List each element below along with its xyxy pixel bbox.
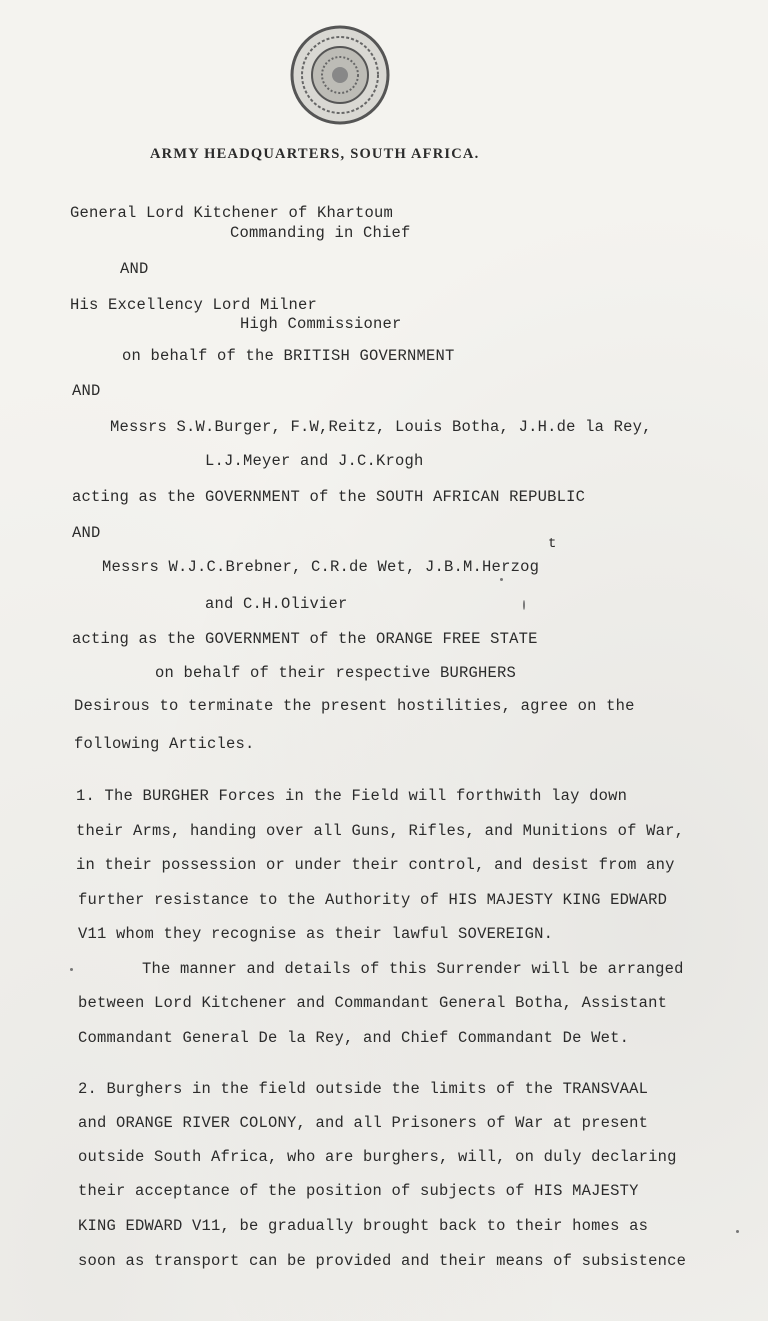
article-2-line-6: soon as transport can be provided and their means of subsistence: [78, 1252, 687, 1270]
party-2-title: High Commissioner: [240, 315, 402, 333]
article-1-line-6: The manner and details of this Surrender will be arranged: [142, 960, 684, 978]
british-gov-line: on behalf of the BRITISH GOVERNMENT: [122, 347, 455, 365]
ofs-messrs-line-2: and C.H.Olivier: [205, 595, 348, 613]
ofs-messrs-line-1: Messrs W.J.C.Brebner, C.R.de Wet, J.B.M.Herzog: [102, 558, 540, 576]
article-2-line-1: 2. Burghers in the field outside the limits of the TRANSVAAL: [78, 1080, 649, 1098]
ink-speck: [523, 600, 525, 610]
handwritten-correction: t: [548, 536, 557, 552]
sar-gov-line: acting as the GOVERNMENT of the SOUTH AFRICAN REPUBLIC: [72, 488, 586, 506]
and-1: AND: [120, 260, 149, 278]
and-2: AND: [72, 382, 101, 400]
party-1-title: Commanding in Chief: [230, 224, 411, 242]
article-1-line-1: 1. The BURGHER Forces in the Field will forthwith lay down: [76, 787, 628, 805]
article-1-line-8: Commandant General De la Rey, and Chief Commandant De Wet.: [78, 1029, 630, 1047]
ink-speck: [70, 968, 73, 971]
article-1-line-5: V11 whom they recognise as their lawful SOVEREIGN.: [78, 925, 554, 943]
and-3: AND: [72, 524, 101, 542]
preamble-line-2: following Articles.: [74, 735, 255, 753]
party-1-name: General Lord Kitchener of Khartoum: [70, 204, 394, 222]
preamble-line-1: Desirous to terminate the present hostilities, agree on the: [74, 697, 635, 715]
article-1-line-2: their Arms, handing over all Guns, Rifles, and Munitions of War,: [76, 822, 685, 840]
seal-emblem: [290, 25, 390, 125]
article-1-line-3: in their possession or under their control, and desist from any: [76, 856, 675, 874]
article-2-line-4: their acceptance of the position of subjects of HIS MAJESTY: [78, 1182, 639, 1200]
burghers-line: on behalf of their respective BURGHERS: [155, 664, 517, 682]
article-1-line-7: between Lord Kitchener and Commandant General Botha, Assistant: [78, 994, 668, 1012]
document-header: ARMY HEADQUARTERS, SOUTH AFRICA.: [150, 146, 480, 162]
article-2-line-2: and ORANGE RIVER COLONY, and all Prisoners of War at present: [78, 1114, 649, 1132]
article-1-line-4: further resistance to the Authority of HIS MAJESTY KING EDWARD: [78, 891, 668, 909]
ink-speck: [500, 578, 503, 581]
ofs-gov-line: acting as the GOVERNMENT of the ORANGE FREE STATE: [72, 630, 538, 648]
article-2-line-5: KING EDWARD V11, be gradually brought back to their homes as: [78, 1217, 649, 1235]
party-2-name: His Excellency Lord Milner: [70, 296, 318, 314]
article-2-line-3: outside South Africa, who are burghers, will, on duly declaring: [78, 1148, 677, 1166]
ink-speck: [736, 1230, 739, 1233]
sar-messrs-line-1: Messrs S.W.Burger, F.W,Reitz, Louis Botha, J.H.de la Rey,: [110, 418, 652, 436]
sar-messrs-line-2: L.J.Meyer and J.C.Krogh: [205, 452, 424, 470]
